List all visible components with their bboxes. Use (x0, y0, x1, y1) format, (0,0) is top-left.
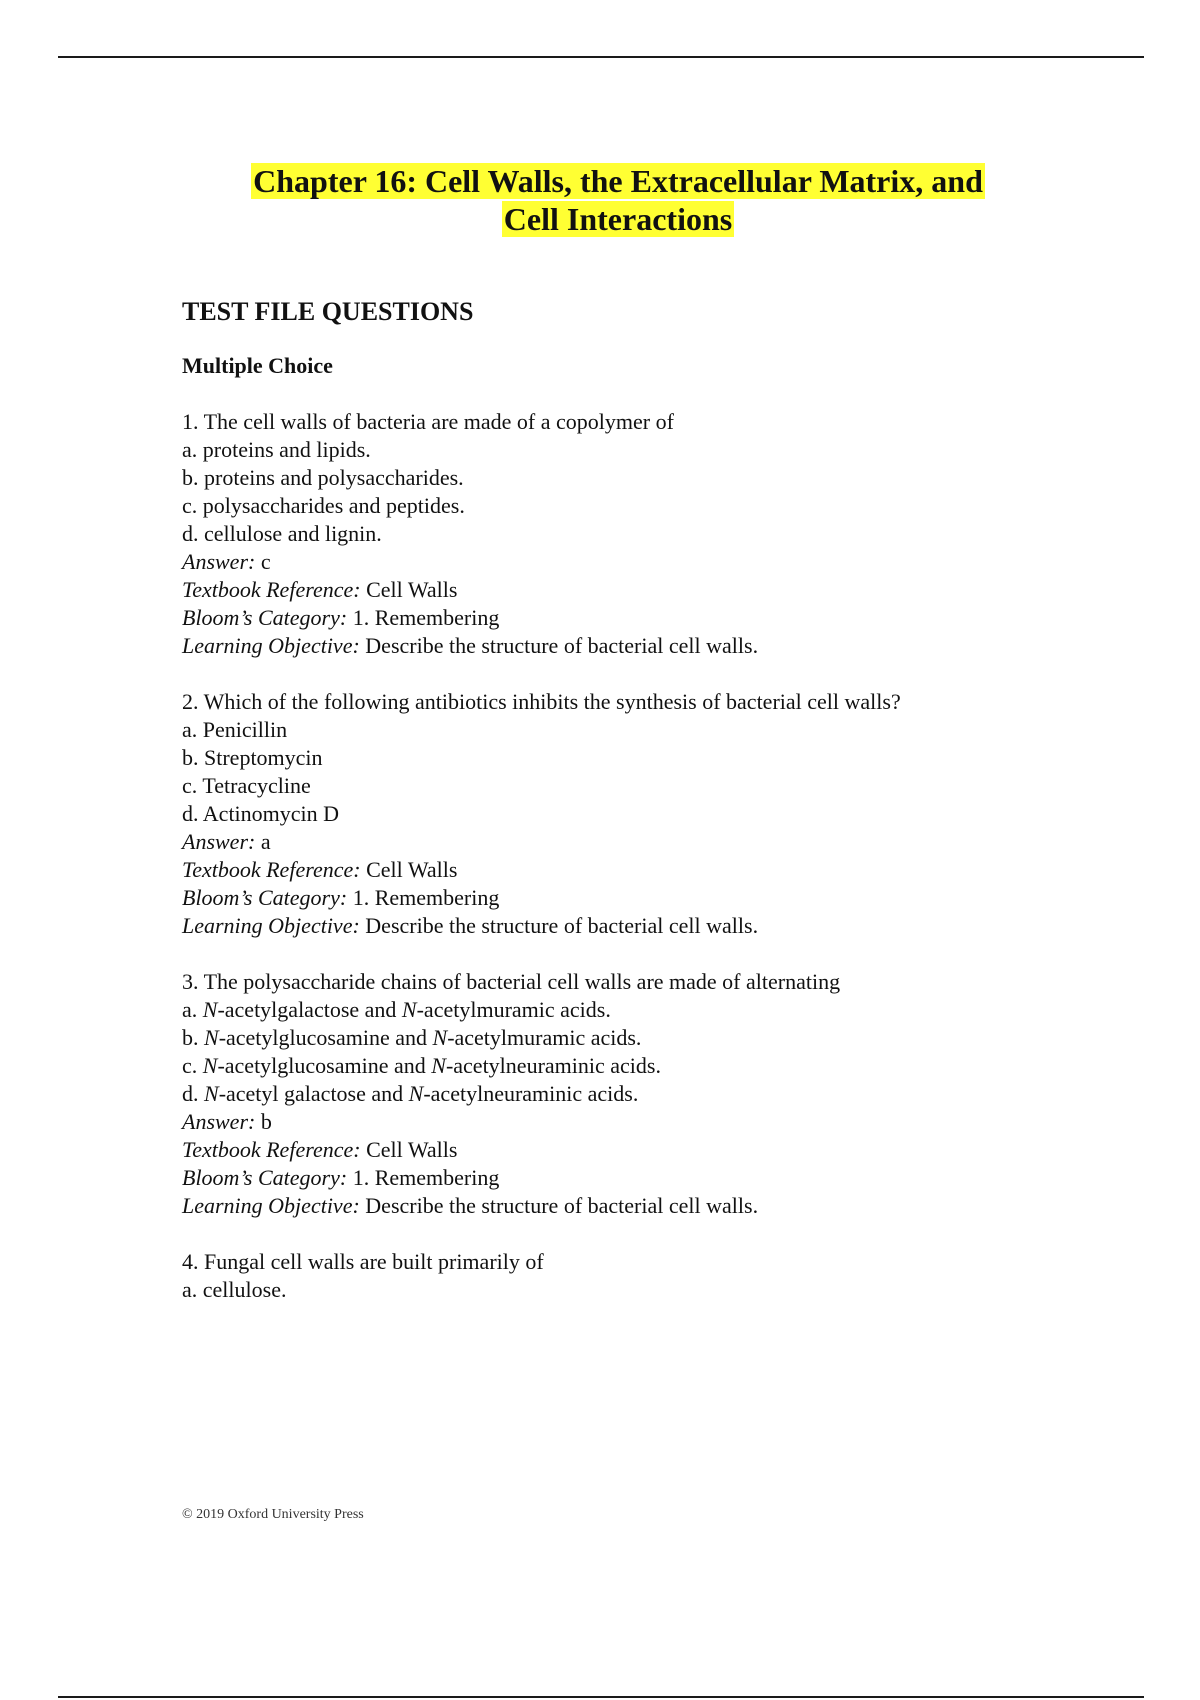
option-n-italic: N (204, 1025, 219, 1050)
option-n-italic: N (202, 997, 218, 1022)
answer-option-d (182, 1080, 1082, 1108)
blooms-category-label: Bloom’s Category: (182, 1165, 348, 1190)
learning-objective-value: Describe the structure of bacterial cell walls. (365, 1193, 759, 1218)
chapter-title (0, 162, 1200, 238)
top-rule (58, 56, 1144, 58)
textbook-reference-label: Textbook Reference: (182, 577, 361, 602)
answer-option-a: a. Penicillin (182, 717, 288, 742)
chapter-title-line-2: Cell Interactions (503, 201, 733, 237)
learning-objective-label: Learning Objective: (182, 633, 360, 658)
answer-option-b (182, 1024, 1082, 1052)
learning-objective-value: Describe the structure of bacterial cell walls. (365, 633, 759, 658)
sub-heading: Multiple Choice (182, 353, 333, 378)
blooms-category-line (182, 1164, 1082, 1192)
answer-option-b: b. Streptomycin (182, 745, 323, 770)
option-suffix: -acetylmuramic acids. (447, 1025, 642, 1050)
answer-option-a: a. proteins and lipids. (182, 437, 371, 462)
learning-objective-label: Learning Objective: (182, 913, 360, 938)
textbook-reference-value: Cell Walls (366, 1137, 458, 1162)
answer-option-a (182, 996, 1082, 1024)
textbook-reference-value: Cell Walls (366, 577, 458, 602)
question-2 (182, 688, 1082, 940)
answer-line (182, 1108, 1082, 1136)
section-heading: TEST FILE QUESTIONS (182, 297, 474, 326)
option-n-italic: N (432, 1025, 448, 1050)
answer-line (182, 548, 1082, 576)
answer-value: a (260, 829, 271, 854)
textbook-reference-value: Cell Walls (366, 857, 458, 882)
learning-objective-line (182, 912, 1082, 940)
option-suffix: -acetylneuraminic acids. (445, 1053, 661, 1078)
bottom-rule (58, 1696, 1144, 1698)
blooms-category-label: Bloom’s Category: (182, 605, 348, 630)
blooms-category-value: 1. Remembering (352, 1165, 500, 1190)
chapter-title-line-1: Chapter 16: Cell Walls, the Extracellular Matrix, and (253, 163, 983, 199)
textbook-reference-label: Textbook Reference: (182, 857, 361, 882)
question-stem: 4. Fungal cell walls are built primarily of (182, 1249, 544, 1274)
answer-line (182, 828, 1082, 856)
textbook-reference-line (182, 1136, 1082, 1164)
answer-option-d: d. cellulose and lignin. (182, 521, 382, 546)
textbook-reference-label: Textbook Reference: (182, 1137, 361, 1162)
option-n-italic: N (431, 1053, 446, 1078)
textbook-reference-line (182, 856, 1082, 884)
question-stem: 2. Which of the following antibiotics inhibits the synthesis of bacterial cell walls? (182, 689, 901, 714)
option-n-italic: N (204, 1081, 219, 1106)
answer-value: c (260, 549, 271, 574)
option-n-italic: N (408, 1081, 424, 1106)
option-prefix: b. (182, 1025, 204, 1050)
option-mid: -acetylglucosamine and (217, 1053, 432, 1078)
option-mid: -acetyl galactose and (218, 1081, 409, 1106)
answer-value: b (260, 1109, 272, 1134)
answer-option-c: c. Tetracycline (182, 773, 311, 798)
answer-label: Answer: (182, 549, 256, 574)
learning-objective-value: Describe the structure of bacterial cell walls. (365, 913, 759, 938)
question-4 (182, 1248, 1082, 1304)
option-mid: -acetylgalactose and (217, 997, 402, 1022)
blooms-category-line (182, 884, 1082, 912)
answer-option-b: b. proteins and polysaccharides. (182, 465, 464, 490)
blooms-category-line (182, 604, 1082, 632)
option-prefix: c. (182, 1053, 203, 1078)
option-mid: -acetylglucosamine and (218, 1025, 433, 1050)
answer-label: Answer: (182, 1109, 256, 1134)
answer-option-c: c. polysaccharides and peptides. (182, 493, 465, 518)
learning-objective-line (182, 1192, 1082, 1220)
question-3 (182, 968, 1082, 1220)
option-prefix: d. (182, 1081, 204, 1106)
document-body (182, 296, 1082, 1332)
option-suffix: -acetylneuraminic acids. (423, 1081, 639, 1106)
option-n-italic: N (401, 997, 417, 1022)
question-1 (182, 408, 1082, 660)
copyright-notice: © 2019 Oxford University Press (182, 1507, 364, 1522)
answer-option-c (182, 1052, 1082, 1080)
option-prefix: a. (182, 997, 203, 1022)
learning-objective-label: Learning Objective: (182, 1193, 360, 1218)
question-stem: 3. The polysaccharide chains of bacterial cell walls are made of alternating (182, 969, 841, 994)
textbook-reference-line (182, 576, 1082, 604)
answer-option-d: d. Actinomycin D (182, 801, 340, 826)
option-n-italic: N (202, 1053, 218, 1078)
answer-label: Answer: (182, 829, 256, 854)
option-suffix: -acetylmuramic acids. (416, 997, 611, 1022)
question-stem: 1. The cell walls of bacteria are made of a copolymer of (182, 409, 674, 434)
blooms-category-value: 1. Remembering (352, 605, 500, 630)
blooms-category-label: Bloom’s Category: (182, 885, 348, 910)
learning-objective-line (182, 632, 1082, 660)
answer-option-a: a. cellulose. (182, 1277, 287, 1302)
blooms-category-value: 1. Remembering (352, 885, 500, 910)
